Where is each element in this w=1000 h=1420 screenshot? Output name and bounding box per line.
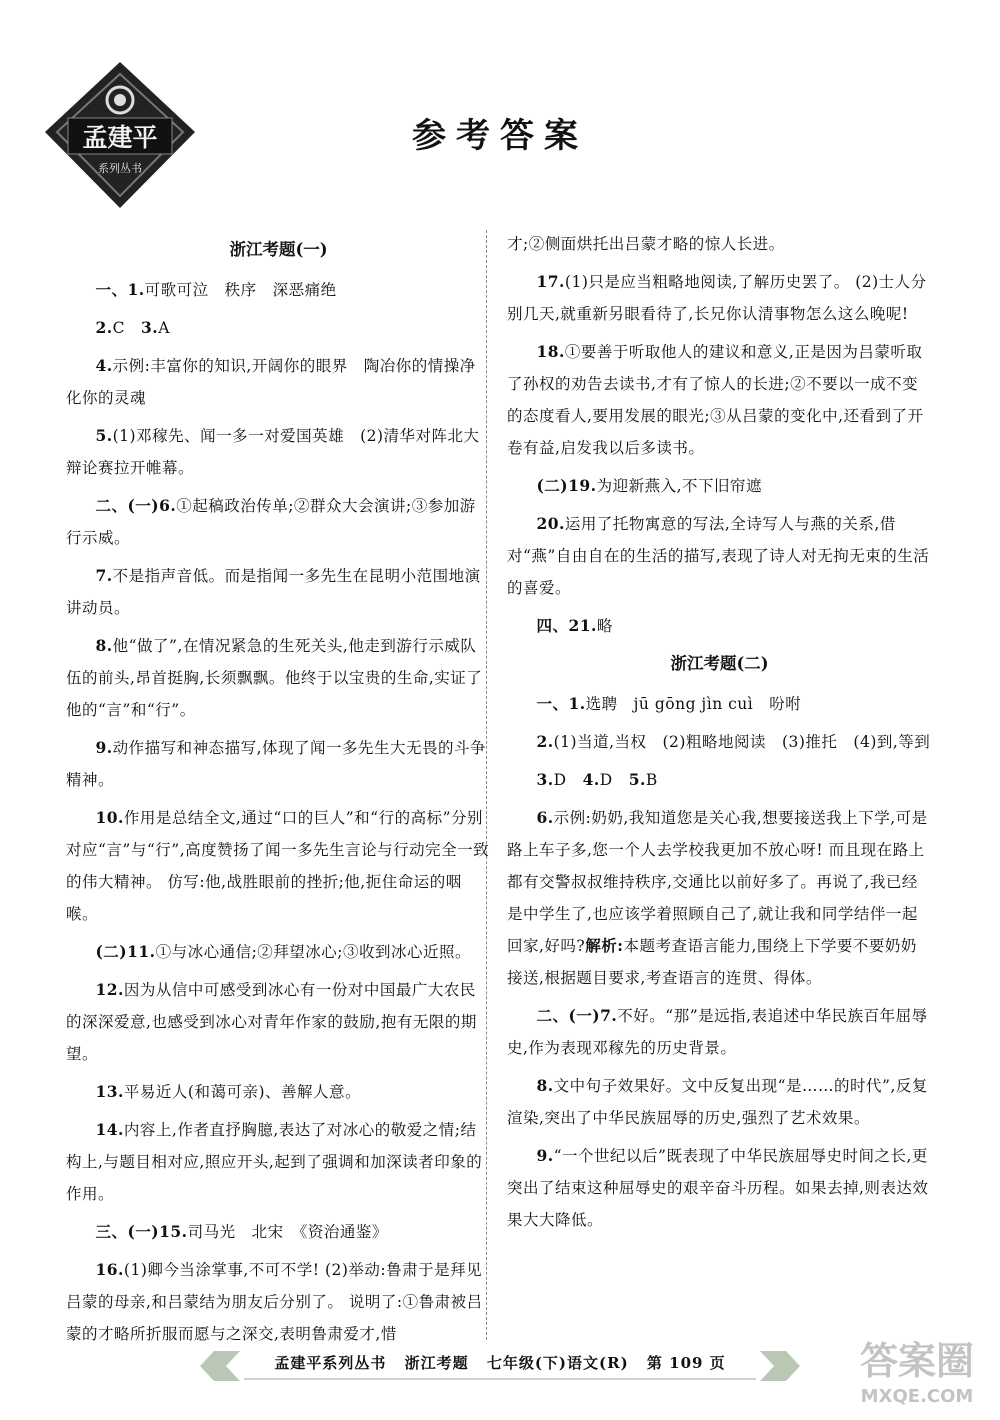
answer-text: D xyxy=(599,771,629,789)
section-heading-text: 浙江考题(一) xyxy=(229,240,328,259)
logo-subtitle: 系列丛书 xyxy=(98,162,142,175)
answer-text: ①要善于听取他人的建议和意义,正是因为吕蒙听取了孙权的劝告去读书,才有了惊人的长进;②不要以一成不变的态度看人,要用发展的眼光;③从吕蒙的变化中,还看到了开卷有益,启发我以后多读书。 xyxy=(507,343,924,457)
answer-text: 可歌可泣 秩序 深恶痛绝 xyxy=(144,281,337,299)
answer-text: (1)只是应当粗略地阅读,了解历史罢了。 (2)士人分别几天,就重新另眼看待了,长兄你认清事物怎么这么晚呢! xyxy=(507,273,927,323)
section-heading-text: 浙江考题(二) xyxy=(670,654,769,673)
question-number: 4. xyxy=(95,356,113,375)
left-column xyxy=(66,228,491,1356)
answer-item xyxy=(66,1076,491,1108)
answer-item xyxy=(507,228,932,260)
answer-item xyxy=(507,470,932,502)
answer-item xyxy=(66,350,491,414)
answer-item xyxy=(66,560,491,624)
question-number: 18. xyxy=(536,342,565,361)
answer-item xyxy=(66,1254,491,1350)
logo-brand: 孟建平 xyxy=(82,123,158,152)
question-number: 14. xyxy=(95,1120,124,1139)
question-number: 5. xyxy=(95,426,113,445)
question-number: 13. xyxy=(95,1082,124,1101)
answer-item xyxy=(66,630,491,726)
column-divider xyxy=(486,230,487,1340)
question-number: 10. xyxy=(95,808,124,827)
footer-book: 浙江考题 xyxy=(404,1354,469,1372)
answer-text: 平易近人(和蔼可亲)、善解人意。 xyxy=(123,1083,362,1101)
question-number: 三、(一)15. xyxy=(95,1222,188,1241)
answer-text: A xyxy=(158,319,170,337)
answer-item xyxy=(507,336,932,464)
page-title: 参考答案 xyxy=(412,116,588,156)
answer-item xyxy=(66,732,491,796)
answer-text: 作用是总结全文,通过“口的巨人”和“行的高标”分别对应“言”与“行”,高度赞扬了闻一多先生言论与行动完全一致的伟大精神。 仿写:他,战胜眼前的挫折;他,扼住命运的咽喉。 xyxy=(66,809,490,923)
answer-item xyxy=(66,974,491,1070)
answer-text: 为迎新燕入,不下旧帘遮 xyxy=(596,477,763,495)
answer-text: 文中句子效果好。文中反复出现“是……的时代”,反复渲染,突出了中华民族屈辱的历史,强烈了艺术效果。 xyxy=(507,1077,928,1127)
answer-item xyxy=(66,802,491,930)
answer-text: C xyxy=(112,319,141,337)
answer-item xyxy=(507,1070,932,1134)
question-number: 9. xyxy=(536,1146,554,1165)
question-number: 解析: xyxy=(585,936,624,955)
answer-item xyxy=(507,688,932,720)
answer-text: 运用了托物寓意的写法,全诗写人与燕的关系,借对“燕”自由自在的生活的描写,表现了诗人对无拘无束的生活的喜爱。 xyxy=(507,515,930,597)
watermark-en: MXQE.COM xyxy=(860,1386,974,1407)
answer-item xyxy=(507,508,932,604)
question-number: 一、1. xyxy=(536,694,586,713)
answer-item xyxy=(507,726,932,758)
answer-item xyxy=(507,764,932,796)
answer-text: 不好。“那”是远指,表追述中华民族百年屈辱史,作为表现邓稼先的历史背景。 xyxy=(507,1007,928,1057)
question-number: 2. xyxy=(536,732,554,751)
question-number: 17. xyxy=(536,272,565,291)
answer-item xyxy=(66,420,491,484)
answer-item xyxy=(66,1216,491,1248)
answer-text: (1)卿今当涂掌事,不可不学! (2)举动:鲁肃于是拜见吕蒙的母亲,和吕蒙结为朋友后分别了。 说明了:①鲁肃被吕蒙的才略所折服而愿与之深交,表明鲁肃爱才,惜 xyxy=(66,1261,483,1343)
answer-item xyxy=(507,610,932,642)
answer-text: D xyxy=(553,771,583,789)
watermark-logo xyxy=(842,1330,992,1410)
question-number: 一、1. xyxy=(95,280,145,299)
answer-text: 他“做了”,在情况紧急的生死关头,他走到游行示威队伍的前头,昂首挺胸,长须飘飘。他终于以宝贵的生命,实证了他的“言”和“行”。 xyxy=(66,637,483,719)
answer-item xyxy=(66,312,491,344)
answer-text: 不是指声音低。而是指闻一多先生在昆明小范围地演讲动员。 xyxy=(66,567,481,617)
answer-text: 因为从信中可感受到冰心有一份对中国最广大农民的深深爱意,也感受到冰心对青年作家的鼓励,抱有无限的期望。 xyxy=(66,981,477,1063)
answer-text: 才;②侧面烘托出吕蒙才略的惊人长进。 xyxy=(507,235,785,253)
question-number: 12. xyxy=(95,980,124,999)
answer-text: 司马光 北宋 《资治通鉴》 xyxy=(187,1223,388,1241)
question-number: 8. xyxy=(536,1076,554,1095)
footer-series: 孟建平系列丛书 xyxy=(274,1354,387,1372)
answer-text: 略 xyxy=(596,617,613,635)
answer-text: 示例:丰富你的知识,开阔你的眼界 陶冶你的情操净化你的灵魂 xyxy=(66,357,476,407)
section-heading xyxy=(66,234,491,266)
question-number: 5. xyxy=(628,770,646,789)
question-number: 3. xyxy=(536,770,554,789)
question-number: (二)19. xyxy=(536,476,597,495)
answer-text: “一个世纪以后”既表现了中华民族屈辱史时间之长,更突出了结束这种屈辱史的艰辛奋斗历程。如果去掉,则表达效果大大降低。 xyxy=(507,1147,929,1229)
answer-text: (1)邓稼先、闻一多一对爱国英雄 (2)清华对阵北大辩论赛拉开帷幕。 xyxy=(66,427,480,477)
answer-item xyxy=(66,936,491,968)
watermark-cn: 答案圈 xyxy=(859,1339,975,1383)
answer-text: 内容上,作者直抒胸臆,表达了对冰心的敬爱之情;结构上,与题目相对应,照应开头,起到了强调和加深读者印象的作用。 xyxy=(66,1121,483,1203)
question-number: 7. xyxy=(95,566,113,585)
question-number: 二、(一)7. xyxy=(536,1006,618,1025)
answer-item xyxy=(507,1140,932,1236)
answer-text: ①起稿政治传单;②群众大会演讲;③参加游行示威。 xyxy=(66,497,476,547)
question-number: 2. xyxy=(95,318,113,337)
answer-item xyxy=(66,490,491,554)
footer-grade: 七年级(下)语文(R) xyxy=(486,1354,629,1372)
question-number: (二)11. xyxy=(95,942,156,961)
question-number: 4. xyxy=(582,770,600,789)
question-number: 3. xyxy=(141,318,159,337)
answer-text: 选聘 jū gōng jìn cuì 吩咐 xyxy=(585,695,802,713)
question-number: 8. xyxy=(95,636,113,655)
question-number: 16. xyxy=(95,1260,124,1279)
right-column xyxy=(507,228,932,1242)
answer-text: 动作描写和神态描写,体现了闻一多先生大无畏的斗争精神。 xyxy=(66,739,487,789)
question-number: 6. xyxy=(536,808,554,827)
answer-item xyxy=(66,1114,491,1210)
answer-text: B xyxy=(645,771,658,789)
answer-item xyxy=(507,802,932,994)
footer-text xyxy=(95,1352,905,1373)
question-number: 9. xyxy=(95,738,113,757)
question-number: 二、(一)6. xyxy=(95,496,177,515)
section-heading xyxy=(507,648,932,680)
answer-item xyxy=(66,274,491,306)
answer-item xyxy=(507,1000,932,1064)
answer-text: 本题考查语言能力,围绕上下学要不要奶奶接送,根据题目要求,考查语言的连贯、得体。 xyxy=(507,937,917,987)
answer-text: 示例:奶奶,我知道您是关心我,想要接送我上下学,可是路上车子多,您一个人去学校我更加不放心呀! 而且现在路上都有交警叔叔维持秩序,交通比以前好多了。再说了,我已经是中学生了,也应该学着照顾自己了,就让我和同学结伴一起回家,好吗? xyxy=(507,809,928,955)
answer-text: (1)当道,当权 (2)粗略地阅读 (3)推托 (4)到,等到 xyxy=(553,733,931,751)
footer-page-number: 第 109 页 xyxy=(646,1354,726,1372)
answer-text: ①与冰心通信;②拜望冰心;③收到冰心近照。 xyxy=(155,943,472,961)
answer-item xyxy=(507,266,932,330)
question-number: 四、21. xyxy=(536,616,597,635)
question-number: 20. xyxy=(536,514,565,533)
